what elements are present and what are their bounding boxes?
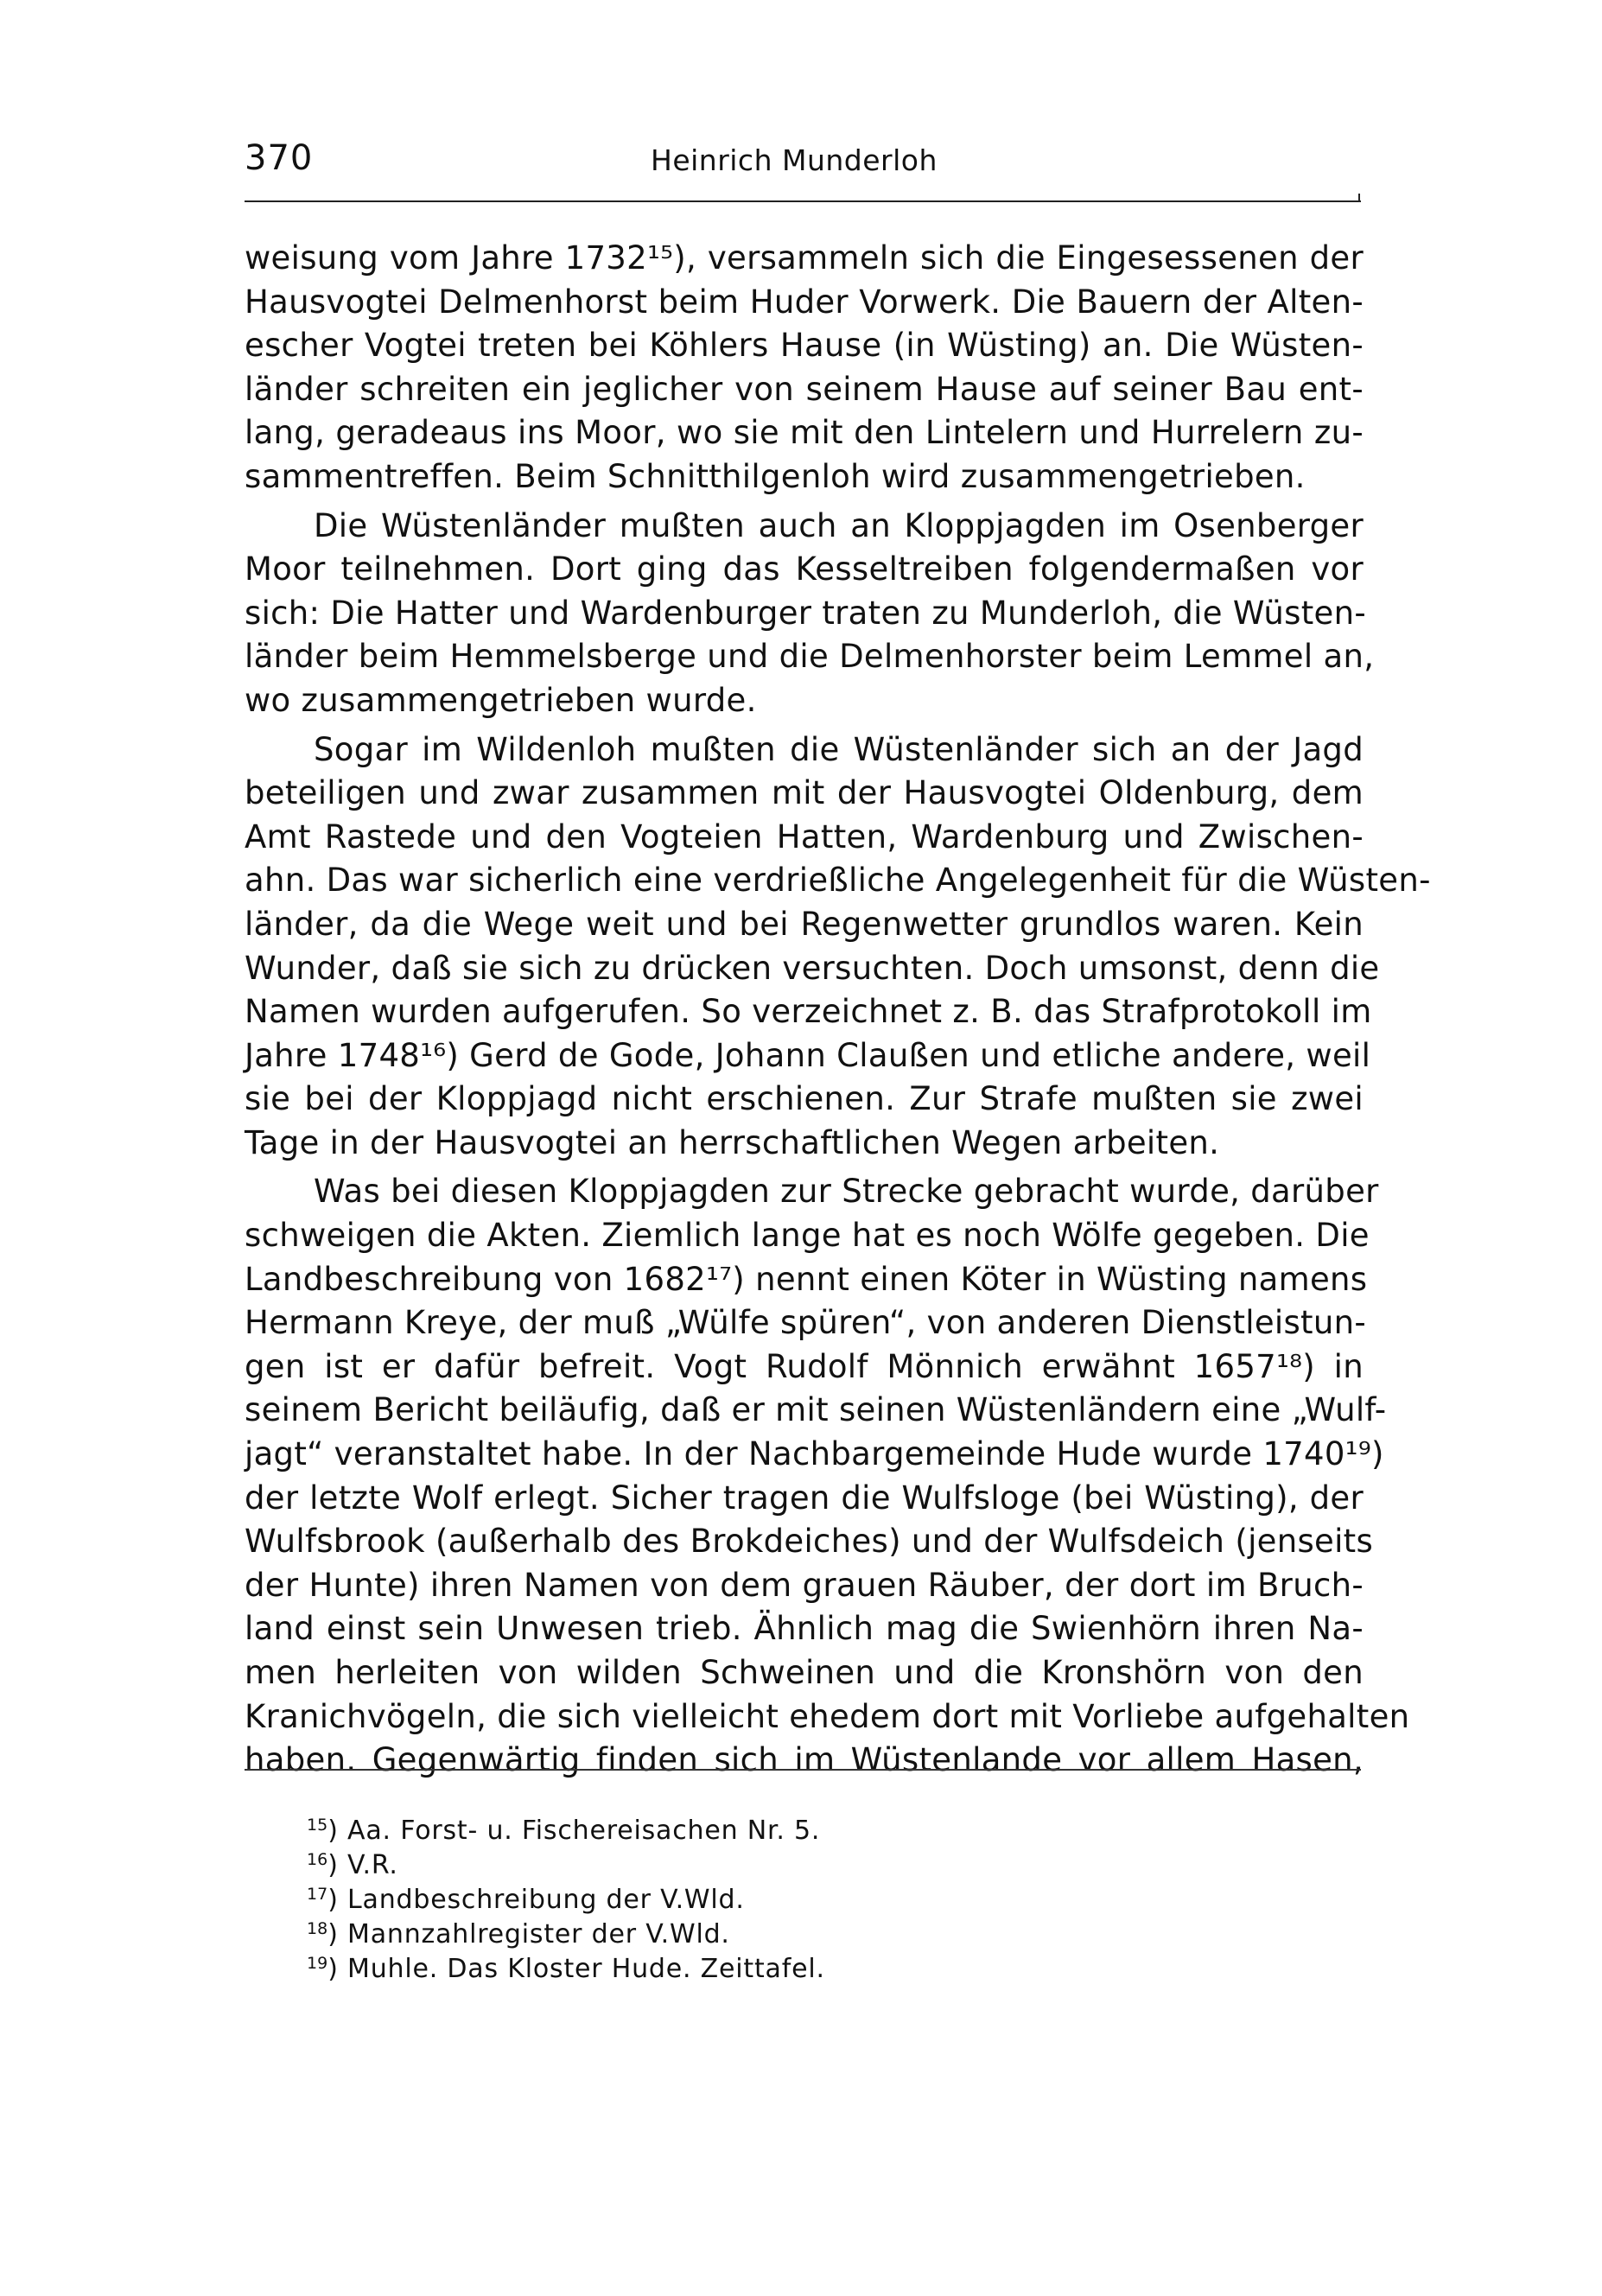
footnote: $^{15}$) Aa. Forst- u. Fischereisachen Nr. 5.: [307, 1816, 821, 1846]
footnote-text: Aa. Forst- u. Fischereisachen Nr. 5.: [347, 1816, 821, 1846]
text-line: beteiligen und zwar zusammen mit der Hausvogtei Oldenburg, dem: [245, 774, 1364, 812]
text-line: men herleiten von wilden Schweinen und die Kronshörn von den: [245, 1654, 1364, 1691]
text-line: Sogar im Wildenloh mußten die Wüstenländer sich an der Jagd: [314, 730, 1364, 768]
body-text: [245, 237, 1431, 1783]
text-line: der Hunte) ihren Namen von dem grauen Räuber, der dort im Bruch-: [245, 1566, 1364, 1604]
footnote-text: V.R.: [347, 1850, 398, 1880]
page-number: 370: [245, 138, 314, 178]
text-line: Kranichvögeln, die sich vielleicht ehedem dort mit Vorliebe aufgehalten: [245, 1697, 1410, 1735]
text-line: Landbeschreibung von 1682¹⁷) nennt einen Köter in Wüsting namens: [245, 1260, 1368, 1298]
text-line: land einst sein Unwesen trieb. Ähnlich mag die Swienhörn ihren Na-: [245, 1610, 1364, 1648]
text-line: Wunder, daß sie sich zu drücken versuchten. Doch umsonst, denn die: [245, 949, 1380, 987]
text-line: weisung vom Jahre 1732¹⁵), versammeln sich die Eingesessenen der: [245, 239, 1364, 277]
text-line: Was bei diesen Kloppjagden zur Strecke gebracht wurde, darüber: [314, 1173, 1379, 1211]
footnote: $^{16}$) V.R.: [307, 1850, 398, 1880]
footnote-number: 17: [307, 1885, 328, 1904]
text-line: schweigen die Akten. Ziemlich lange hat es noch Wölfe gegeben. Die: [245, 1217, 1370, 1255]
text-line: Hermann Kreye, der muß „Wülfe spüren“, von anderen Dienstleistun-: [245, 1304, 1367, 1342]
text-line: Hausvogtei Delmenhorst beim Huder Vorwerk. Die Bauern der Alten-: [245, 283, 1364, 321]
text-line: der letzte Wolf erlegt. Sicher tragen die Wulfsloge (bei Wüsting), der: [245, 1479, 1364, 1517]
text-line: sich: Die Hatter und Wardenburger traten zu Munderloh, die Wüsten-: [245, 594, 1366, 632]
text-line: länder schreiten ein jeglicher von seinem Hause auf seiner Bau ent-: [245, 370, 1364, 408]
header-rule-end-mark: [1358, 194, 1360, 202]
footnote-number: 18: [307, 1919, 328, 1938]
text-line: ahn. Das war sicherlich eine verdrießliche Angelegenheit für die Wüsten-: [245, 862, 1431, 900]
footnote-number: 15: [307, 1816, 328, 1835]
footnote-text: Muhle. Das Kloster Hude. Zeittafel.: [347, 1954, 825, 1984]
text-line: lang, geradeaus ins Moor, wo sie mit den Lintelern und Hurrelern zu-: [245, 414, 1364, 452]
footnote-number: 16: [307, 1850, 328, 1869]
header-rule: [245, 200, 1361, 202]
footnote: $^{17}$) Landbeschreibung der V.Wld.: [307, 1885, 745, 1915]
footnotes: [307, 1808, 1084, 1984]
footnote-number: 19: [307, 1954, 328, 1973]
page-header: [245, 138, 1359, 190]
text-line: seinem Bericht beiläufig, daß er mit seinen Wüstenländern eine „Wulf-: [245, 1391, 1387, 1429]
text-line: Namen wurden aufgerufen. So verzeichnet z. B. das Strafprotokoll im: [245, 993, 1372, 1031]
text-line: sie bei der Kloppjagd nicht erschienen. Zur Strafe mußten sie zwei: [245, 1080, 1364, 1118]
text-line: wo zusammengetrieben wurde.: [245, 681, 757, 719]
text-line: Die Wüstenländer mußten auch an Kloppjagden im Osenberger: [314, 506, 1364, 544]
footnote: $^{19}$) Muhle. Das Kloster Hude. Zeittafel.: [307, 1954, 825, 1984]
text-line: Moor teilnehmen. Dort ging das Kesseltreiben folgendermaßen vor: [245, 550, 1364, 588]
text-line: Amt Rastede und den Vogteien Hatten, Wardenburg und Zwischen-: [245, 817, 1364, 855]
text-line: sammentreffen. Beim Schnitthilgenloh wird zusammengetrieben.: [245, 457, 1306, 495]
text-line: Tage in der Hausvogtei an herrschaftlichen Wegen arbeiten.: [245, 1123, 1220, 1161]
text-line: jagt“ veranstaltet habe. In der Nachbargemeinde Hude wurde 1740¹⁹): [245, 1435, 1384, 1473]
text-line: länder, da die Wege weit und bei Regenwetter grundlos waren. Kein: [245, 905, 1364, 943]
footnote-text: Mannzahlregister der V.Wld.: [347, 1919, 730, 1949]
footnote-text: Landbeschreibung der V.Wld.: [347, 1885, 745, 1915]
footnote: $^{18}$) Mannzahlregister der V.Wld.: [307, 1919, 730, 1949]
footnote-rule: [245, 1769, 1361, 1771]
text-line: Wulfsbrook (außerhalb des Brokdeiches) und der Wulfsdeich (jenseits: [245, 1523, 1374, 1561]
text-line: escher Vogtei treten bei Köhlers Hause (in Wüsting) an. Die Wüsten-: [245, 327, 1364, 365]
running-head: Heinrich Munderloh: [651, 143, 938, 177]
text-line: länder beim Hemmelsberge und die Delmenhorster beim Lemmel an,: [245, 638, 1375, 676]
text-line: Jahre 1748¹⁶) Gerd de Gode, Johann Claußen und etliche andere, weil: [245, 1036, 1371, 1074]
text-line: haben. Gegenwärtig finden sich im Wüstenlande vor allem Hasen,: [245, 1741, 1364, 1779]
text-line: gen ist er dafür befreit. Vogt Rudolf Mönnich erwähnt 1657¹⁸) in: [245, 1347, 1364, 1385]
